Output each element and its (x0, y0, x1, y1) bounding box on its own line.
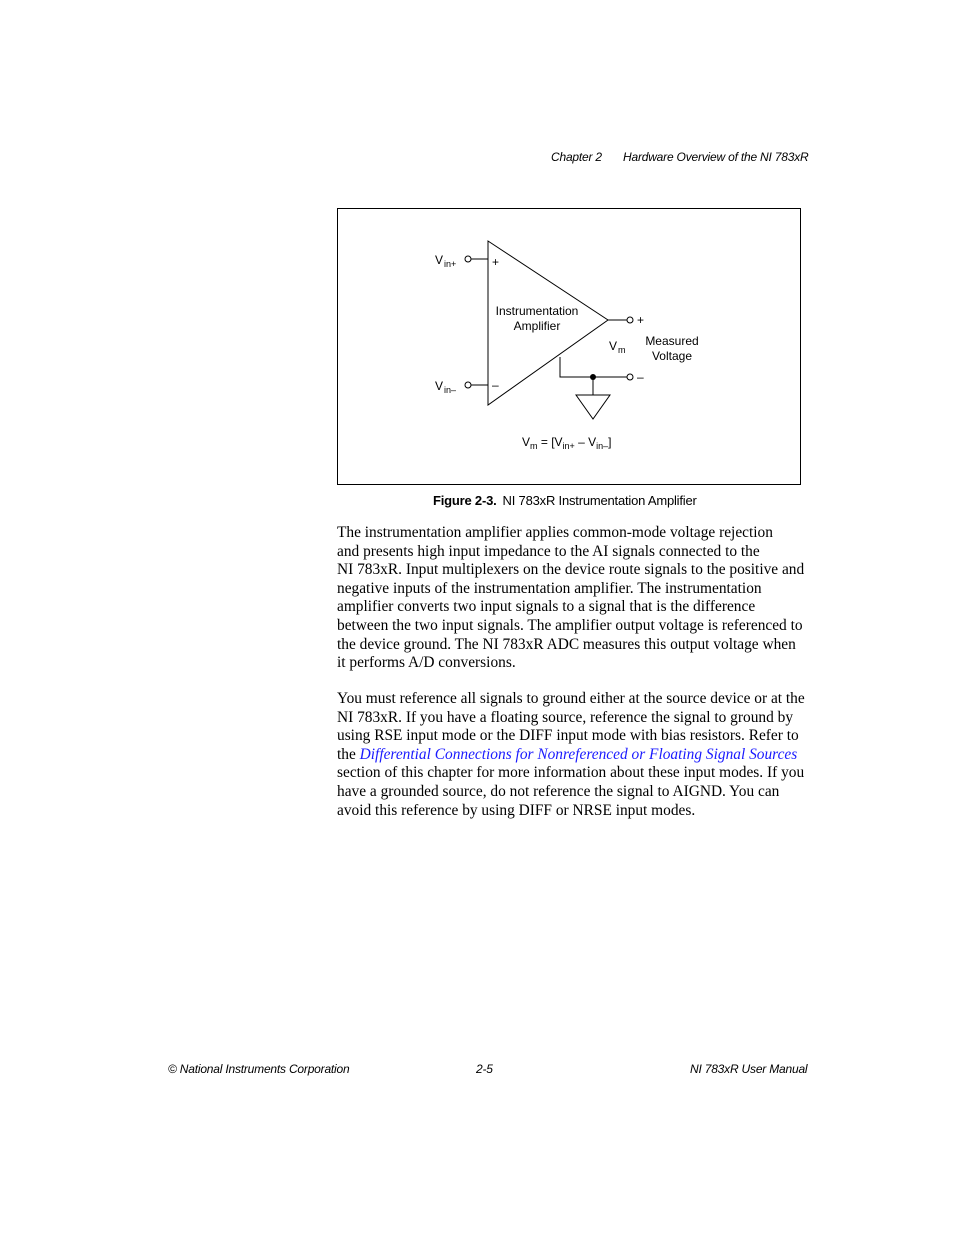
vm-subscript: m (618, 345, 626, 355)
output-pos-terminal (627, 317, 633, 323)
para2-line: using RSE input mode or the DIFF input mode with bias resistors. Refer to (337, 727, 799, 745)
amplifier-label-line2: Amplifier (513, 319, 561, 333)
para1-line: negative inputs of the instrumentation amplifier. The instrumentation (337, 579, 762, 597)
footer-manual-title: NI 783xR User Manual (690, 1062, 808, 1076)
para1-line: amplifier converts two input signals to a signal that is the difference (337, 598, 756, 616)
para2-link-line (337, 746, 799, 765)
para1-line: between the two input signals. The amplifier output voltage is referenced to (337, 616, 803, 634)
vin-pos-label: V (435, 253, 444, 267)
vin-neg-label: V (435, 379, 444, 393)
differential-connections-link[interactable]: Differential Connections for Nonreferenced or Floating Signal Sources (359, 745, 798, 763)
figure-diagram (337, 208, 801, 485)
para1-line: and presents high input impedance to the AI signals connected to the (337, 542, 760, 560)
paragraph-1 (337, 524, 805, 673)
vin-neg-subscript: in– (444, 385, 457, 395)
minus-sign: – (492, 378, 499, 392)
para1-line: the device ground. The NI 783xR ADC measures this output voltage when (337, 635, 796, 653)
measured-label-line2: Voltage (651, 349, 693, 363)
vm-label: V (609, 339, 618, 353)
para2-line: avoid this reference by using DIFF or NRSE input modes. (337, 801, 696, 819)
input-pos-terminal (465, 256, 471, 262)
footer-page-number: 2-5 (476, 1062, 493, 1076)
instrumentation-amplifier-diagram (338, 209, 800, 484)
link-prefix: the (337, 745, 360, 763)
para2-line: You must reference all signals to ground either at the source device or at the (337, 690, 805, 707)
figure-title: NI 783xR Instrumentation Amplifier (502, 493, 697, 508)
output-minus-sign: – (637, 370, 644, 384)
header-title: Hardware Overview of the NI 783xR (623, 150, 809, 164)
para2-line: have a grounded source, do not reference the signal to AIGND. You can (337, 782, 780, 800)
footer-copyright: © National Instruments Corporation (168, 1062, 350, 1076)
input-neg-terminal (465, 382, 471, 388)
output-neg-terminal (627, 374, 633, 380)
paragraph-2 (337, 690, 805, 820)
para1-line: The instrumentation amplifier applies common-mode voltage rejection (337, 524, 773, 541)
para1-line: it performs A/D conversions. (337, 654, 516, 672)
output-plus-sign: + (637, 313, 645, 327)
vin-pos-subscript: in+ (444, 259, 457, 269)
reference-wire (560, 357, 627, 377)
ground-icon (576, 395, 610, 419)
para2-line: NI 783xR. If you have a floating source, reference the signal to ground by (337, 708, 794, 726)
amplifier-label-line1: Instrumentation (495, 304, 579, 318)
measured-label-line1: Measured (645, 334, 699, 348)
header-chapter: Chapter 2 (551, 150, 602, 164)
para2-line: section of this chapter for more information about these input modes. If you (337, 764, 805, 782)
equation: $V_m = [V_{in+} - V_{in-}]$ (522, 435, 612, 451)
figure-label: Figure 2-3. (433, 493, 497, 508)
plus-sign: + (492, 255, 500, 269)
figure-caption (433, 493, 697, 508)
para1-line: NI 783xR. Input multiplexers on the device route signals to the positive and (337, 561, 805, 579)
